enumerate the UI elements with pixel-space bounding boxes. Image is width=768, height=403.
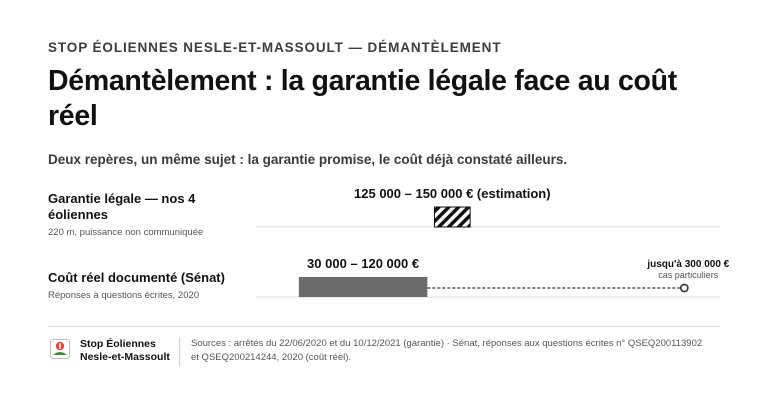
extension-note: cas particuliers: [658, 270, 719, 280]
sources-text: Sources : arrêtés du 22/06/2020 et du 10/12/2021 (garantie) · Sénat, réponses aux questions écrites n° QSEQ200113902 et QSEQ200214244, 2020 (coût réel).: [191, 338, 703, 363]
extension-label: jusqu'à 300 000 €: [647, 259, 730, 270]
row-sublabel-actual-cost: Réponses à questions écrites, 2020: [48, 290, 200, 301]
row-label-guarantee: Garantie légale — nos 4 éoliennes: [48, 191, 196, 222]
row-sublabel-guarantee: 220 m, puissance non communiquée: [48, 227, 204, 238]
bar-guarantee-range: [434, 207, 470, 227]
org-name-line2: Nesle-et-Massoult: [80, 351, 170, 363]
kicker: STOP ÉOLIENNES NESLE-ET-MASSOULT — DÉMANTÈLEMENT: [48, 40, 502, 55]
page-title: Démantèlement : la garantie légale face au coût réel: [48, 65, 677, 132]
footer-separator: [179, 338, 180, 366]
footer-divider: [48, 326, 720, 327]
data-label-actual-cost: 30 000 – 120 000 €: [307, 256, 420, 271]
data-label-guarantee: 125 000 – 150 000 € (estimation): [354, 186, 551, 201]
bar-actual-cost-range: [299, 277, 427, 297]
org-name: [80, 338, 170, 364]
org-name-line1: Stop Éoliennes: [80, 338, 156, 350]
extension-endpoint-marker: [681, 284, 688, 291]
subtitle: Deux repères, un même sujet : la garantie promise, le coût déjà constaté ailleurs.: [48, 152, 568, 167]
row-label-actual-cost: Coût réel documenté (Sénat): [48, 270, 225, 285]
logo-icon: [50, 339, 70, 359]
